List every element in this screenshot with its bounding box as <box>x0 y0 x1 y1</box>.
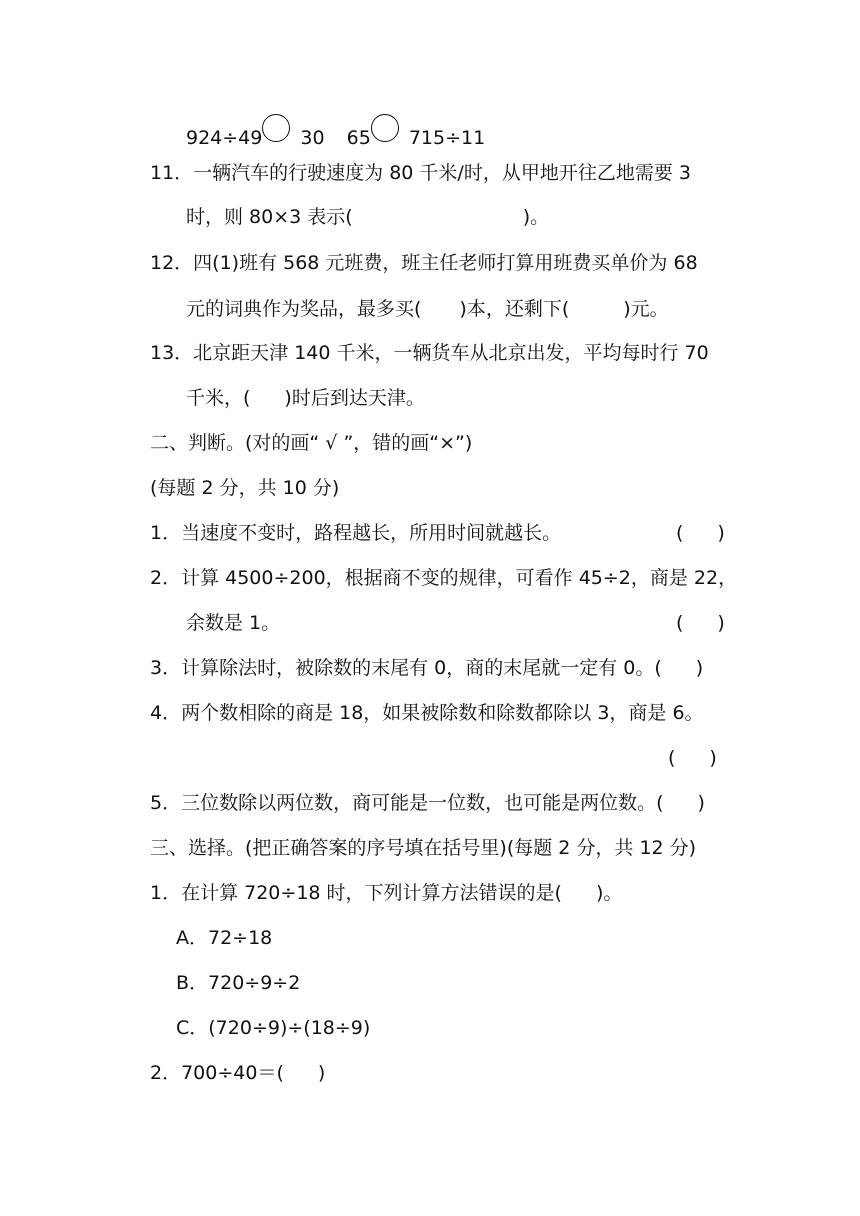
s3-q1 <box>150 880 622 906</box>
s2-q3 <box>150 655 703 681</box>
compare-expr-3: 65 <box>346 127 371 149</box>
q12-text-c: )元。 <box>623 298 669 320</box>
s2-q3-close: ) <box>695 657 704 679</box>
s3-q2-text-a: 2．700÷40＝( <box>150 1062 284 1084</box>
s3-q1-option-b[interactable]: B．720÷9÷2 <box>176 972 301 994</box>
s3-q2-text-b: ) <box>317 1062 326 1084</box>
compare-circle-2[interactable] <box>371 114 399 142</box>
s3-q1-text-a: 1．在计算 720÷18 时，下列计算方法错误的是( <box>150 882 562 904</box>
q11-line1: 11．一辆汽车的行驶速度为 80 千米/时，从甲地开往乙地需要 3 <box>150 162 691 184</box>
q12-text-b: )本，还剩下( <box>459 298 570 320</box>
compare-expr-2: 30 <box>300 127 325 149</box>
q11-text-a: 时，则 80×3 表示( <box>186 206 353 228</box>
s2-q2-line2: 余数是 1。 <box>186 612 281 634</box>
q12-line2 <box>186 296 669 322</box>
s3-q1-option-c[interactable]: C．(720÷9)÷(18÷9) <box>176 1017 371 1039</box>
s2-q1: 1．当速度不变时，路程越长，所用时间就越长。 <box>150 522 562 544</box>
section2-score: (每题 2 分，共 10 分) <box>150 477 340 499</box>
q12-line1: 12．四(1)班有 568 元班费，班主任老师打算用班费买单价为 68 <box>150 252 698 274</box>
s3-q1-option-a[interactable]: A．72÷18 <box>176 927 273 949</box>
q13-line1: 13．北京距天津 140 千米，一辆货车从北京出发，平均每时行 70 <box>150 342 709 364</box>
s2-q2-line1: 2．计算 4500÷200，根据商不变的规律，可看作 45÷2，商是 22， <box>150 567 738 589</box>
compare-expr-4: 715÷11 <box>408 127 486 149</box>
s2-q1-answer-paren[interactable]: ( ) <box>676 522 725 544</box>
section3-heading: 三、选择。(把正确答案的序号填在括号里)(每题 2 分，共 12 分) <box>150 837 697 859</box>
s3-q1-text-b: )。 <box>595 882 623 904</box>
q13-text-b: )时后到达天津。 <box>284 387 425 409</box>
s2-q4: 4．两个数相除的商是 18，如果被除数和除数都除以 3，商是 6。 <box>150 702 704 724</box>
s2-q5 <box>150 790 705 816</box>
s2-q4-answer-paren[interactable]: ( ) <box>668 747 717 769</box>
s3-q2 <box>150 1060 325 1086</box>
s2-q3-text: 3．计算除法时，被除数的末尾有 0，商的末尾就一定有 0。( <box>150 657 662 679</box>
s2-q5-close: ) <box>697 792 705 814</box>
q13-text-a: 千米，( <box>186 387 251 409</box>
q13-line2 <box>186 385 425 411</box>
q12-text-a: 元的词典作为奖品，最多买( <box>186 298 422 320</box>
q11-line2 <box>186 204 549 230</box>
section2-heading: 二、判断。(对的画“ √ ”，错的画“×”) <box>150 432 473 454</box>
compare-circle-1[interactable] <box>262 114 290 142</box>
q11-text-b: )。 <box>522 206 550 228</box>
compare-expr-1: 924÷49 <box>186 127 263 149</box>
compare-row <box>186 120 485 151</box>
s2-q2-answer-paren[interactable]: ( ) <box>676 612 725 634</box>
s2-q5-text: 5．三位数除以两位数，商可能是一位数，也可能是两位数。( <box>150 792 664 814</box>
